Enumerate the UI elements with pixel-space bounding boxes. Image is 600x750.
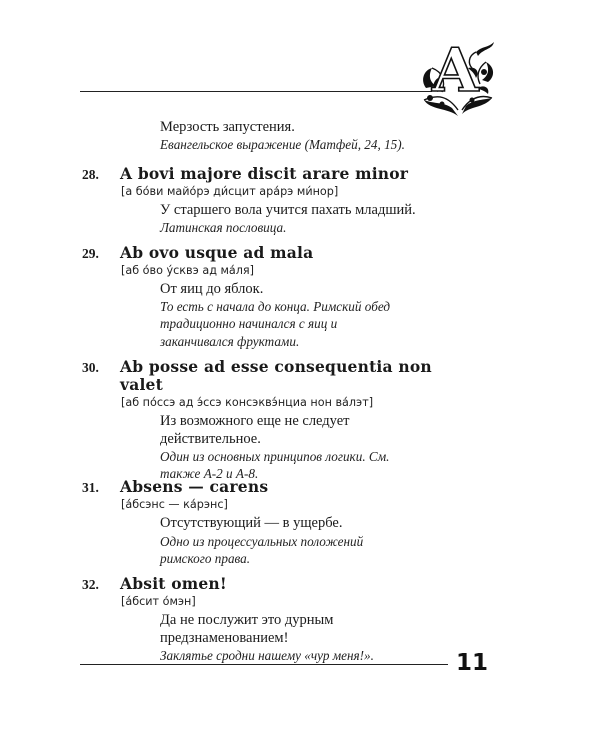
entry-note: также А-2 и А-8. — [160, 466, 259, 481]
entry-phrase: Absit omen! — [120, 574, 227, 593]
entry-transcription: [а́бсит о́мэн] — [121, 595, 196, 608]
entry-phrase: Ab posse ad esse consequentia non — [120, 357, 432, 376]
entry-number: 30. — [82, 360, 99, 375]
entry-translation: Из возможного еще не следует — [160, 413, 350, 429]
footer-rule — [80, 664, 448, 665]
entry-translation: Да не послужит это дурным — [160, 612, 334, 628]
entry-number: 32. — [82, 577, 99, 592]
entry-note: Один из основных принципов логики. См. — [160, 449, 390, 464]
entry-transcription: [аб о́во у́сквэ ад ма́ля] — [121, 264, 255, 277]
entry-number: 31. — [82, 480, 99, 495]
entry-phrase-continued: valet — [120, 375, 163, 394]
entry-note: заканчивался фруктами. — [160, 334, 300, 349]
entry-translation: У старшего вола учится пахать младший. — [160, 202, 416, 218]
entry-note: Латинская пословица. — [160, 220, 287, 235]
entry-note: Одно из процессуальных положений — [160, 534, 364, 549]
entry-note: Заклятье сродни нашему «чур меня!». — [160, 648, 374, 663]
entry-number: 29. — [82, 246, 99, 261]
entry-transcription: [а́бсэнс — ка́рэнс] — [121, 498, 228, 511]
initial-letter: A — [432, 36, 479, 106]
entry-translation: предзнаменованием! — [160, 630, 289, 646]
ornamental-initial — [418, 38, 498, 120]
continuation-translation: Мерзость запустения. — [160, 119, 295, 135]
entry-number: 28. — [82, 167, 99, 182]
entry-translation: действительное. — [160, 431, 261, 447]
entry-phrase: A bovi majore discit arare minor — [120, 164, 409, 183]
entry-note: римского права. — [160, 551, 251, 566]
page-number: 11 — [456, 650, 489, 676]
entry-note: То есть с начала до конца. Римский обед — [160, 299, 391, 314]
entry-transcription: [аб по́ссэ ад э́ссэ консэквэ́нциа нон ва́лэт] — [121, 396, 374, 409]
entry-translation: Отсутствующий — в ущербе. — [160, 515, 343, 531]
entry-note: традиционно начинался с яиц и — [160, 316, 338, 331]
header-rule — [80, 91, 432, 92]
continuation-note: Евангельское выражение (Матфей, 24, 15). — [160, 137, 405, 152]
entry-phrase: Absens — carens — [120, 477, 269, 496]
entry-transcription: [а бо́ви майо́рэ ди́сцит ара́рэ ми́нор] — [121, 185, 339, 198]
entry-translation: От яиц до яблок. — [160, 281, 264, 297]
entry-phrase: Ab ovo usque ad mala — [120, 243, 314, 262]
